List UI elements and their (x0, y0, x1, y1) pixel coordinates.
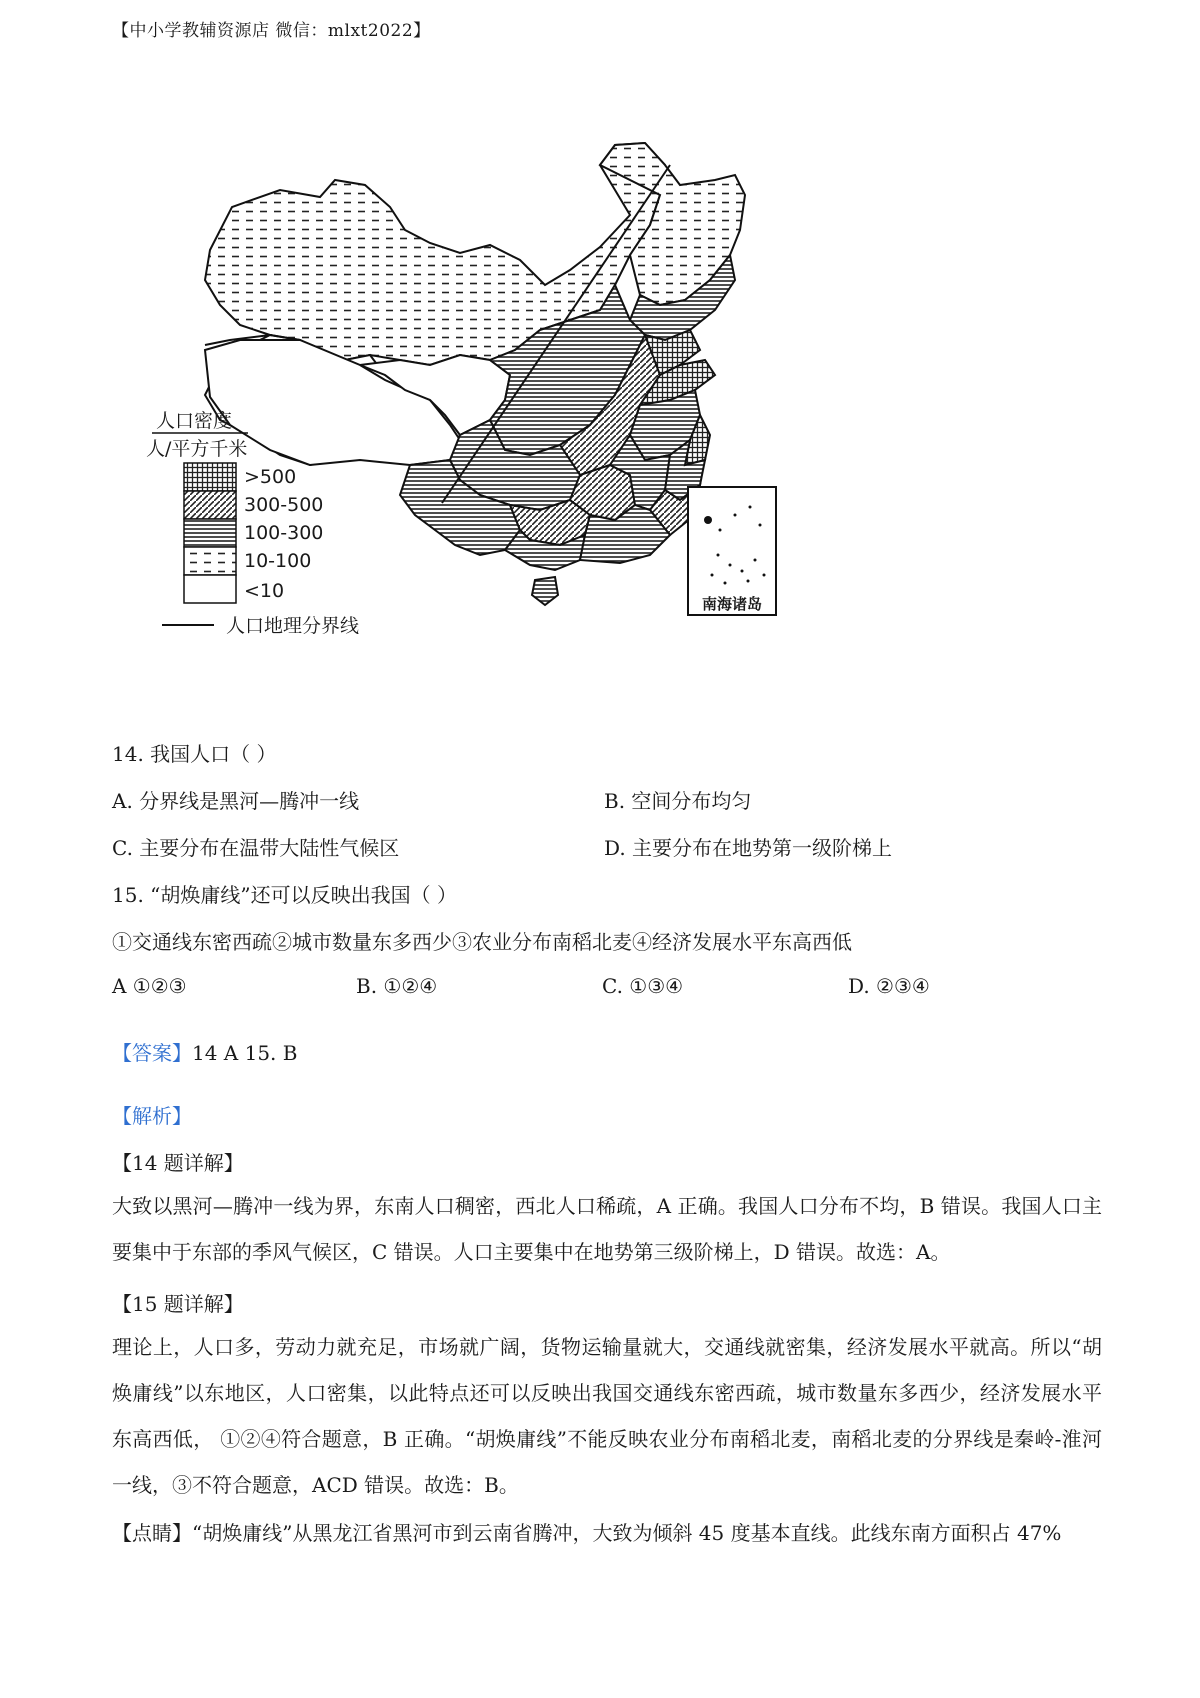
page-header: 【中小学教辅资源店 微信：mlxt2022】 (112, 21, 431, 41)
q14-option-b: B. 空间分布均匀 (604, 789, 752, 813)
analysis-paragraph-14: 大致以黑河—腾冲一线为界，东南人口稠密，西北人口稀疏，A 正确。我国人口分布不均，B 错误。我国人口主要集中于东部的季风气候区，C 错误。人口主要集中在地势第三级阶梯上，D 错误。故选：A。 (112, 1194, 1102, 1264)
tip-tag: 【点睛】 (112, 1521, 192, 1545)
q15-option-a: A ①②③ (112, 974, 187, 998)
south-china-sea-inset (688, 487, 776, 615)
q15-stem: 15. “胡焕庸线”还可以反映出我国（ ） (112, 883, 457, 907)
q15-option-c: C. ①③④ (602, 974, 684, 998)
answer-tag: 【答案】 (112, 1041, 192, 1065)
legend-title-1: 人口密度 (156, 410, 233, 432)
legend-item-5: <10 (244, 580, 285, 602)
analysis-paragraph-15: 理论上，人口多，劳动力就充足，市场就广阔，货物运输量就大，交通线就密集，经济发展水平就高。所以“胡焕庸线”以东地区，人口密集，以此特点还可以反映出我国交通线东密西疏，城市数量东多西少，经济发展水平东高西低， ①②④符合题意，B 正确。“胡焕庸线”不能反映农业分布南稻北麦，南稻北麦的分界线是秦岭-淮河一线，③不符合题意，ACD 错误。故选：B。 (112, 1335, 1102, 1497)
q14-option-d: D. 主要分布在地势第一级阶梯上 (604, 836, 893, 860)
legend-title-2: 人/平方千米 (146, 438, 248, 460)
q14-option-c: C. 主要分布在温带大陆性气候区 (112, 836, 400, 860)
legend-line-label: 人口地理分界线 (226, 615, 360, 637)
legend-item-2: 300-500 (244, 494, 324, 516)
analysis-heading-15: 【15 题详解】 (112, 1292, 244, 1316)
q15-option-b: B. ①②④ (356, 974, 438, 998)
population-density-map (146, 135, 870, 695)
analysis-tag: 【解析】 (112, 1104, 192, 1128)
answer-text: 14 A 15. B (192, 1041, 298, 1065)
answer-line (112, 1037, 297, 1066)
inset-label: 南海诸岛 (701, 595, 763, 613)
legend-item-4: 10-100 (244, 550, 312, 572)
tip-text: “胡焕庸线”从黑龙江省黑河市到云南省腾冲，大致为倾斜 45 度基本直线。此线东南方面积占 47% (192, 1521, 1062, 1545)
region-hainan (532, 577, 558, 605)
q14-option-a: A. 分界线是黑河—腾冲一线 (112, 789, 360, 813)
legend-item-1: >500 (244, 466, 297, 488)
analysis-heading-14: 【14 题详解】 (112, 1151, 244, 1175)
analysis-tip (112, 1510, 1102, 1556)
q14-stem: 14. 我国人口（ ） (112, 742, 277, 766)
q15-statements: ①交通线东密西疏②城市数量东多西少③农业分布南稻北麦④经济发展水平东高西低 (112, 930, 852, 954)
legend-item-3: 100-300 (244, 522, 324, 544)
q15-option-d: D. ②③④ (848, 974, 930, 998)
